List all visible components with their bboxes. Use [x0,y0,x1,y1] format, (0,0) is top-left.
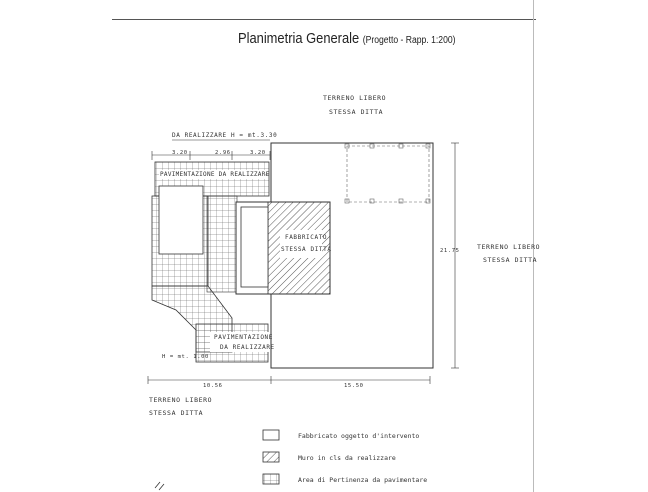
dim-1056: 10.56 [203,383,223,389]
building-inner [241,207,268,287]
label-terreno-right-2: STESSA DITTA [483,256,538,264]
label-terreno-top-1: TERRENO LIBERO [323,94,387,102]
label-terreno-top-2: STESSA DITTA [329,108,384,116]
legend-swatch-plain [263,430,279,440]
label-terreno-left-1: TERRENO LIBERO [149,396,213,404]
dim-320-a: 3.20 [172,150,188,156]
dim-1550: 15.50 [344,383,364,389]
label-pav-bottom-2: DA REALIZZARE [220,344,275,351]
label-fabbricato-1: FABBRICATO [285,234,328,241]
label-pav-bottom-1: PAVIMENTAZIONE [214,334,273,341]
label-pav-top: PAVIMENTAZIONE DA REALIZZARE [160,171,270,178]
canopy-area [347,146,429,202]
legend-item-grid: Area di Pertinenza da pavimentare [298,476,428,484]
dim-320-b: 3.20 [250,150,266,156]
plain-block-left [159,186,203,254]
label-terreno-left-2: STESSA DITTA [149,409,204,417]
legend-item-hatch: Muro in cls da realizzare [298,454,396,462]
label-terreno-right-1: TERRENO LIBERO [477,243,541,251]
dim-296: 2.96 [215,150,231,156]
label-h-100: H = mt. 1.00 [162,354,209,360]
title-text: Planimetria Generale [238,30,360,47]
label-da-realizzare-h: DA REALIZZARE H = mt.3.30 [172,132,278,139]
legend-swatch-grid [263,474,279,484]
title-subtitle: (Progetto - Rapp. 1:200) [362,35,456,46]
legend-item-plain: Fabbricato oggetto d'intervento [298,432,420,440]
dim-2175: 21.75 [440,248,460,254]
label-fabbricato-2: STESSA DITTA [281,246,332,253]
arrow-mark [155,482,164,490]
paving-middle [207,196,237,292]
legend-swatch-hatch [263,452,279,462]
